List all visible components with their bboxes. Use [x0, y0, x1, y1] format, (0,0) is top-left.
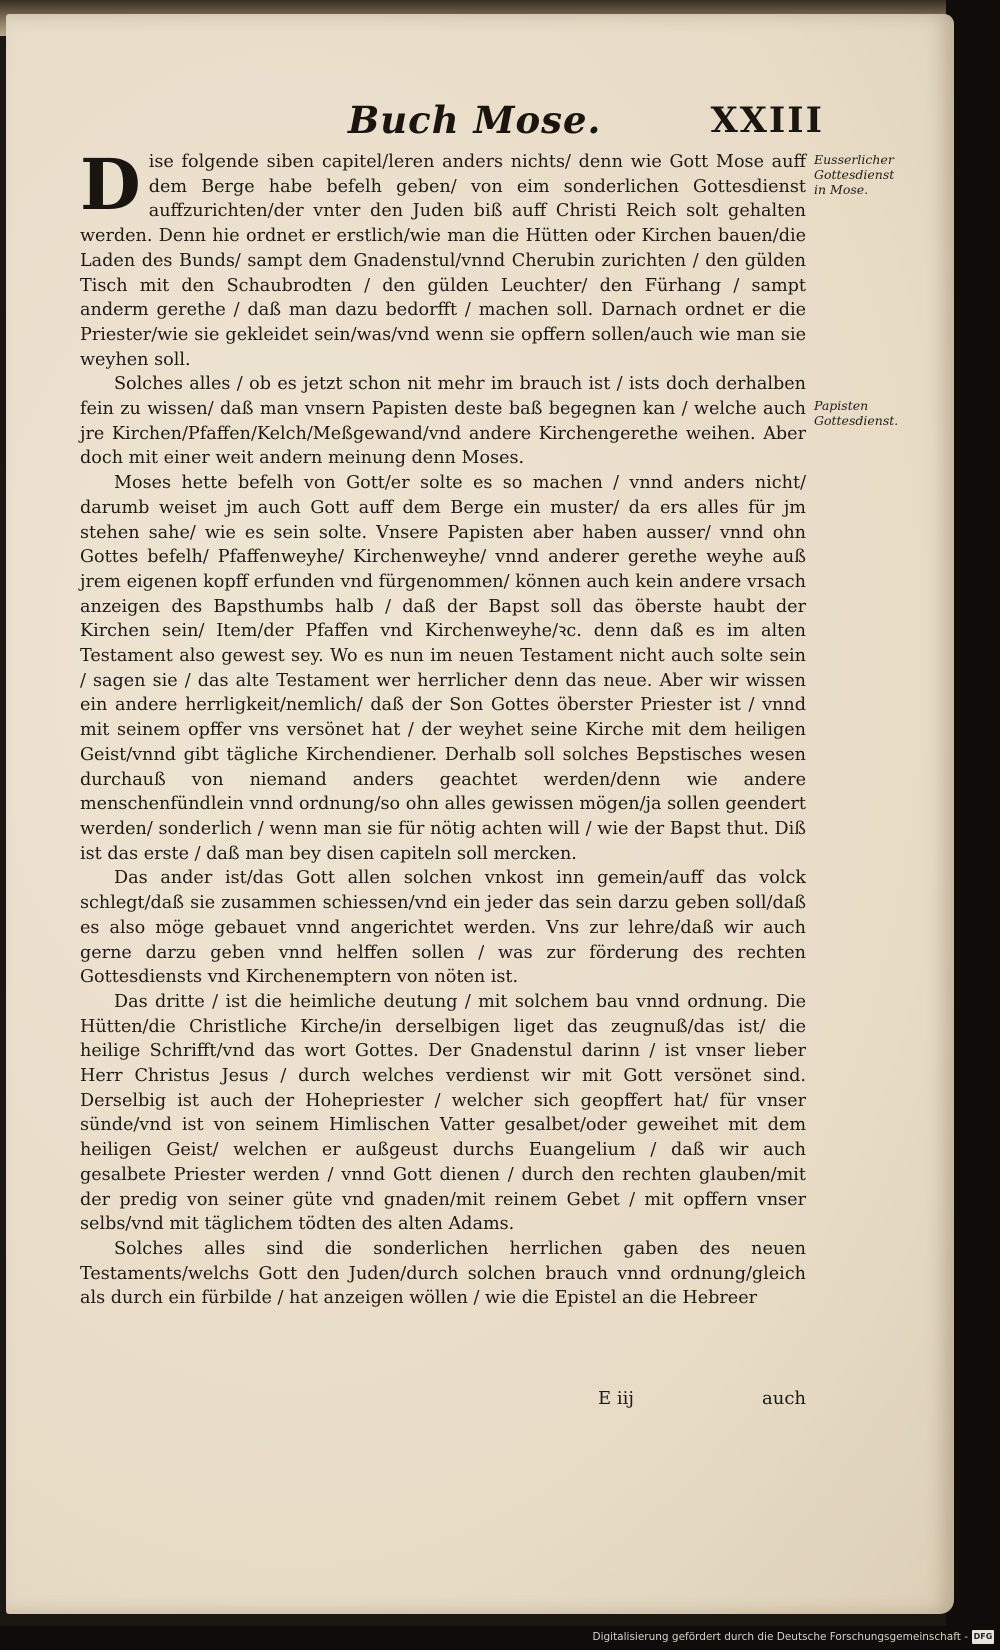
paragraph-3: Moses hette befelh von Gott/er solte es so machen / vnnd anders nicht/ darumb weiset jm auch Gott auff dem Berge ein muster/ da ers alles für jm stehen sahe/ wie es sein solte. Vnsere Papisten aber haben ausser/ vnnd ohn Gottes befelh/ Pfaffenweyhe/ Kirchenweyhe/ vnnd anderer gerethe weyhe auß jrem eigenen kopff erfunden vnd fürgenommen/ können auch kein andere vrsach anzeigen des Bapsthumbs halb / daß der Bapst soll das öberste haubt der Kirchen sein/ Item/der Pfaffen vnd Kirchenweyhe/ꝛc. denn daß es im alten Testament also gewest sey. Wo es nun im neuen Testament nicht auch solte sein / sagen sie / das alte Testament wer herrlicher denn das neue. Aber wir wissen ein andere herrligkeit/nemlich/ daß der Son Gottes öberster Priester ist / vnnd mit seinem opffer vns versönet hat / der weyhet seine Kirche mit dem heiligen Geist/vnnd gibt tägliche Kirchendiener. Derhalb soll solches Bepstisches wesen durchauß von niemand anders geachtet werden/denn wie andere menschenfündlein vnnd ordnung/so ohn alles gewissen mögen/ja sollen geendert werden/ sonderlich / wenn man sie für nötig achten will / wie der Bapst thut. Diß ist das erste / daß man bey disen capiteln soll mercken. [80, 473, 806, 864]
dfg-logo: DFG [972, 1630, 994, 1644]
marginal-note-2-line: Papisten [814, 398, 869, 413]
folio-number: XXIII [710, 100, 824, 141]
paragraph-5: Das dritte / ist die heimliche deutung / mit solchem bau vnnd ordnung. Die Hütten/die Christliche Kirche/in derselbigen liget das zeugnuß/das ist/ die heilige Schrifft/vnd das wort Gottes. Der Gnadenstul darinn / ist vnser lieber Herr Christus Jesus / durch welches verdienst wir mit Gott versönet sind. Derselbig ist auch der Hohepriester / welcher sich geopffert hat/ für vnser sünde/vnd ist von seinem Himlischen Vatter gesalbet/oder geweihet mit dem heiligen Geist/ welchen er außgeust durchs Euangelium / daß wir auch gesalbete Priester werden / vnnd Gott dienen / durch den rechten glauben/mit der predig von seiner güte vnd gnaden/mit reinem Gebet / mit opffern vnser selbs/vnd mit täglichem tödten des alten Adams. [80, 991, 806, 1235]
book-binding-shadow [946, 0, 1000, 1650]
drop-cap-initial: D [80, 143, 141, 226]
marginal-note-1 [814, 152, 910, 197]
marginal-note-1-line: in Mose. [814, 182, 869, 197]
signature-mark: E iij [598, 1388, 634, 1409]
main-text-block [80, 143, 806, 1311]
paragraph-2: Solches alles / ob es jetzt schon nit mehr im brauch ist / ists doch derhalben fein zu wissen/ daß man vnsern Papisten deste baß begegnen kan / welche auch jre Kirchen/Pfaffen/Kelch/Meßgewand/vnd andere Kirchengerethe weihen. Aber doch mit einer weit andern meinung denn Moses. [80, 374, 806, 469]
paragraph-1-text: ise folgende siben capitel/leren anders nichts/ denn wie Gott Mose auff dem Berge habe befelh geben/ von eim sonderlichen Gottesdienst auffzurichten/der vnter den Juden biß auff Christi Reich solt gehalten werden. Denn hie ordnet er erstlich/wie man die Hütten oder Kirchen bauen/die Laden des Bunds/ sampt dem Gnadenstul/vnnd Cherubin zurichten / den gülden Tisch mit den Schaubrodten / den gülden Leuchter/ den Fürhang / sampt anderm gerethe / daß man dazu bedorfft / machen soll. Darnach ordnet er die Priester/wie sie gekleidet sein/was/vnd wenn sie opffern sollen/auch wie man sie weyhen soll. [80, 152, 806, 370]
paragraph-4: Das ander ist/das Gott allen solchen vnkost inn gemein/auff das volck schlegt/daß sie zusammen schiessen/vnd ein jeder das sein darzu geben soll/daß es also möge gebauet vnnd angerichtet werden. Vns zur lehre/daß wir auch gerne darzu geben vnnd helffen sollen / was zur förderung des rechten Gottesdiensts vnd Kirchenemptern von nöten ist. [80, 868, 806, 988]
paragraph-6: Solches alles sind die sonderlichen herrlichen gaben des neuen Testaments/welchs Gott den Juden/durch solchen brauch vnnd ordnung/gleich als durch ein fürbilde / hat anzeigen wöllen / wie die Epistel an die Hebreer [80, 1238, 806, 1309]
marginal-note-1-line: Eusserlicher [814, 152, 894, 167]
running-title: Buch Mose. [348, 98, 602, 142]
digitization-footer [0, 1626, 1000, 1650]
marginal-note-2 [814, 398, 910, 428]
funding-credit: Digitalisierung gefördert durch die Deutsche Forschungsgemeinschaft - [592, 1631, 968, 1643]
paragraph-1 [80, 143, 806, 372]
marginal-note-1-line: Gottesdienst [814, 167, 895, 182]
page-foot-line [80, 1388, 806, 1418]
running-head [80, 98, 824, 148]
marginal-note-2-line: Gottesdienst. [814, 413, 899, 428]
catchword: auch [762, 1388, 806, 1409]
